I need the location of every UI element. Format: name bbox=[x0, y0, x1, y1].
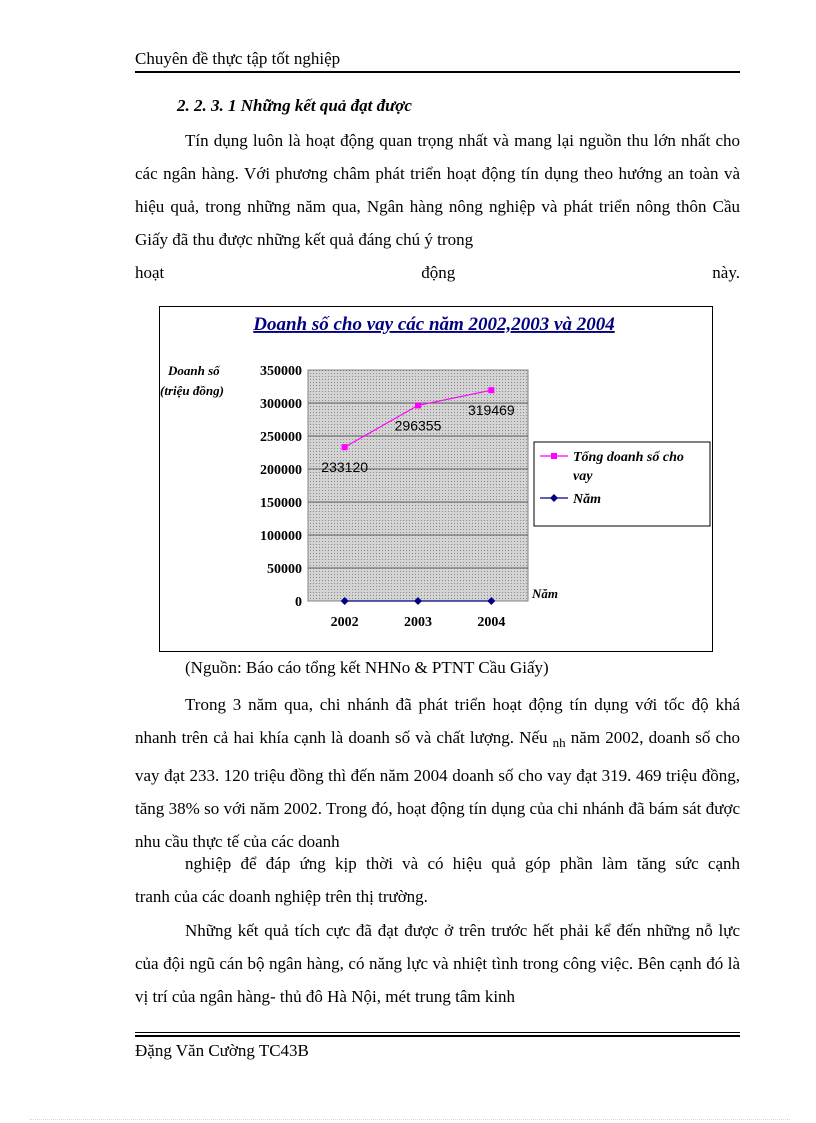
header-rule bbox=[135, 71, 740, 73]
data-label-2004: 319469 bbox=[467, 402, 515, 419]
data-label-2003: 296355 bbox=[394, 417, 442, 434]
paragraph-3-line-1: nghiệp để đáp ứng kịp thời và có hiệu quả góp phần làm tăng sức cạnh bbox=[185, 854, 740, 873]
x-tick-label-2003: 2003 bbox=[404, 615, 432, 630]
y-tick-label-250000: 250000 bbox=[260, 430, 302, 445]
page-bottom-dotted-line bbox=[30, 1119, 790, 1120]
legend bbox=[534, 442, 710, 526]
x-tick-label-2002: 2002 bbox=[330, 615, 359, 630]
legend-marker-total bbox=[551, 453, 557, 459]
page-header-title: Chuyên đề thực tập tốt nghiệp bbox=[135, 49, 341, 68]
legend-label-total-line1: Tổng doanh số cho bbox=[573, 450, 684, 465]
y-tick-label-0: 0 bbox=[295, 595, 302, 610]
x-axis-label: Năm bbox=[532, 586, 558, 601]
y-axis-label-line2: (triệu đồng) bbox=[160, 383, 224, 398]
paragraph-1-body: Tín dụng luôn là hoạt động quan trọng nhất và mang lại nguồn thu lớn nhất cho các ngân hàng. Với phương châm phát triển hoạt động tín dụng theo hướng an toàn và hiệu quả, trong những năm qua, Ngân hàng nông nghiệp và phát triển nông thôn Cầu Giấy đã thu được những kết quả đáng chú ý trong bbox=[135, 131, 740, 249]
footer-rule-thick bbox=[135, 1035, 740, 1037]
chart-title: Doanh số cho vay các năm 2002,2003 và 2004 bbox=[253, 314, 615, 335]
paragraph-3-line-2: tranh của các doanh nghiệp trên thị trường. bbox=[135, 887, 428, 906]
paragraph-1 bbox=[135, 124, 740, 289]
chart-svg bbox=[160, 307, 712, 651]
y-axis-label-line1: Doanh số bbox=[168, 363, 220, 378]
footer-rule-thin bbox=[135, 1032, 740, 1033]
data-label-2002: 233120 bbox=[321, 459, 369, 476]
y-tick-labels bbox=[260, 364, 302, 610]
paragraph-4: Những kết quả tích cực đã đạt được ở trên trước hết phải kể đến những nỗ lực của đội ngũ cán bộ ngân hàng, có năng lực và nhiệt tình trong công việc. Bên cạnh đó là vị trí của ngân hàng- thủ đô Hà Nội, mét trung tâm kinh bbox=[135, 921, 740, 1006]
loan-volume-chart bbox=[159, 306, 713, 652]
paragraph-2 bbox=[135, 688, 740, 858]
x-tick-labels bbox=[331, 615, 506, 630]
chart-source-note: (Nguồn: Báo cáo tổng kết NHNo & PTNT Cầu Giấy) bbox=[185, 658, 549, 677]
data-point-total-2002 bbox=[342, 444, 348, 450]
legend-label-year: Năm bbox=[573, 492, 601, 507]
paragraph-1-last-line: hoạt động này. bbox=[135, 263, 740, 282]
y-tick-label-350000: 350000 bbox=[260, 364, 302, 379]
section-title: 2. 2. 3. 1 Những kết quả đạt được bbox=[177, 96, 412, 115]
data-point-total-2003 bbox=[415, 402, 421, 408]
y-tick-label-50000: 50000 bbox=[267, 562, 302, 577]
y-tick-label-100000: 100000 bbox=[260, 529, 302, 544]
y-tick-label-300000: 300000 bbox=[260, 397, 302, 412]
x-tick-label-2004: 2004 bbox=[477, 615, 506, 630]
data-point-total-2004 bbox=[488, 387, 494, 393]
paragraph-2-part-a: Trong 3 năm qua, chi nhánh đã phát triển hoạt động tín dụng với tốc độ khá nhanh trên cả hai khía cạnh là doanh số và chất lượng. Nếu bbox=[135, 695, 740, 747]
paragraph-2-subscript: nh bbox=[552, 735, 566, 750]
page-footer-author: Đặng Văn Cường TC43B bbox=[135, 1041, 309, 1060]
paragraph-2-part-b: năm 2002, doanh số cho vay đạt 233. 120 triệu đồng thì đến năm 2004 doanh số cho vay đạt 319. 469 triệu đồng, tăng 38% so với năm 2002. Trong đó, hoạt động tín dụng của chi nhánh đã bám sát được nhu cầu thực tế của các doanh bbox=[135, 728, 741, 851]
y-tick-label-150000: 150000 bbox=[260, 496, 302, 511]
y-tick-label-200000: 200000 bbox=[260, 463, 302, 478]
legend-label-total-line2: vay bbox=[573, 469, 593, 484]
